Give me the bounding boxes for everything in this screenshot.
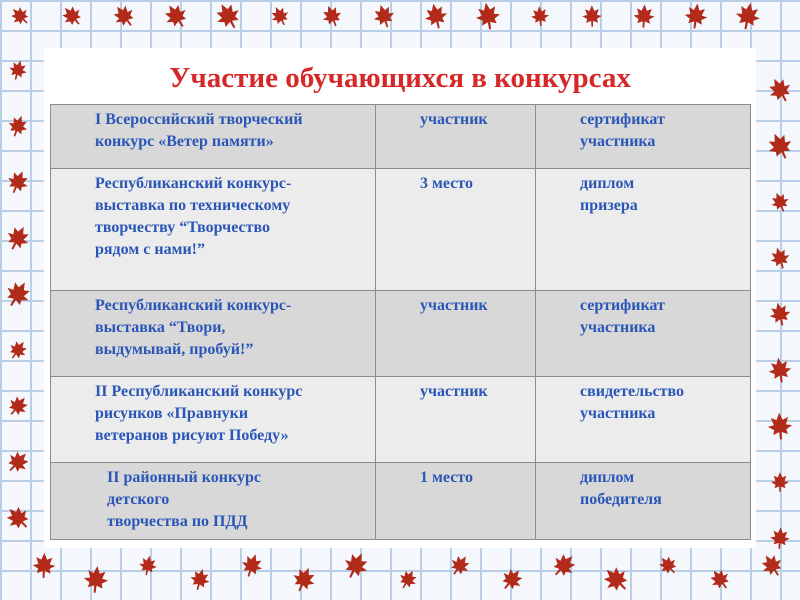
maple-leaf-icon [7, 3, 34, 30]
result-cell: 1 место [376, 463, 536, 540]
maple-leaf-icon [1, 501, 35, 535]
award-cell: диплом призера [536, 169, 751, 291]
result-cell: участник [376, 291, 536, 377]
maple-leaf-icon [474, 1, 502, 31]
table-row [51, 169, 751, 291]
maple-leaf-icon [768, 190, 792, 215]
result-cell: участник [376, 377, 536, 463]
maple-leaf-icon [598, 561, 634, 597]
maple-leaf-icon [2, 446, 33, 478]
maple-leaf-icon [655, 552, 682, 579]
maple-leaf-icon [160, 0, 193, 33]
maple-leaf-icon [763, 129, 796, 163]
maple-leaf-icon [496, 564, 527, 595]
maple-leaf-icon [757, 550, 787, 581]
result-cell: участник [376, 105, 536, 169]
maple-leaf-icon [1, 276, 36, 312]
maple-leaf-icon [5, 113, 31, 140]
award-cell: сертификат участника [536, 105, 751, 169]
result-cell: 3 место [376, 169, 536, 291]
maple-leaf-icon [188, 567, 212, 593]
maple-leaf-icon [771, 472, 789, 492]
maple-leaf-icon [268, 3, 293, 29]
award-cell: свидетельство участника [536, 377, 751, 463]
maple-leaf-icon [137, 554, 158, 577]
contests-table [50, 104, 751, 540]
maple-leaf-icon [7, 58, 30, 82]
maple-leaf-icon [4, 391, 33, 420]
contest-cell: Республиканский конкурс- выставка по техническому творчеству “Творчество рядом с нами!” [51, 169, 376, 291]
maple-leaf-icon [764, 74, 796, 107]
contest-cell: Республиканский конкурс- выставка “Твори, выдумывай, пробуй!” [51, 291, 376, 377]
maple-leaf-icon [767, 356, 793, 384]
table-row [51, 463, 751, 540]
maple-leaf-icon [769, 527, 790, 550]
maple-leaf-icon [706, 565, 735, 594]
award-cell: диплом победителя [536, 463, 751, 540]
table-row [51, 105, 751, 169]
maple-leaf-icon [422, 1, 450, 31]
maple-leaf-icon [370, 2, 397, 30]
maple-leaf-icon [289, 563, 320, 595]
maple-leaf-icon [32, 552, 56, 578]
maple-leaf-icon [109, 0, 140, 31]
award-cell: сертификат участника [536, 291, 751, 377]
maple-leaf-icon [58, 1, 87, 30]
maple-leaf-icon [446, 551, 474, 580]
maple-leaf-icon [4, 167, 33, 197]
maple-leaf-icon [683, 2, 709, 30]
maple-leaf-icon [767, 412, 793, 440]
page-title: Участие обучающихся в конкурсах [169, 62, 631, 94]
maple-leaf-icon [339, 548, 373, 583]
maple-leaf-icon [547, 548, 581, 582]
table-row [51, 377, 751, 463]
maple-leaf-icon [633, 4, 655, 28]
maple-leaf-icon [238, 551, 265, 580]
content-panel [44, 48, 756, 548]
contest-cell: II Республиканский конкурс рисунков «Правнуки ветеранов рисуют Победу» [51, 377, 376, 463]
maple-leaf-icon [2, 222, 34, 255]
maple-leaf-icon [395, 566, 420, 592]
maple-leaf-icon [582, 5, 602, 27]
maple-leaf-icon [82, 565, 109, 594]
table-row [51, 291, 751, 377]
maple-leaf-icon [733, 0, 762, 31]
maple-leaf-icon [767, 300, 793, 327]
maple-leaf-icon [530, 5, 550, 26]
maple-leaf-icon [5, 337, 31, 364]
contest-cell: II районный конкурс детского творчества по ПДД [51, 463, 376, 540]
maple-leaf-icon [211, 0, 245, 34]
contest-cell: I Всероссийский творческий конкурс «Ветер памяти» [51, 105, 376, 169]
maple-leaf-icon [319, 2, 345, 29]
maple-leaf-icon [768, 245, 793, 271]
